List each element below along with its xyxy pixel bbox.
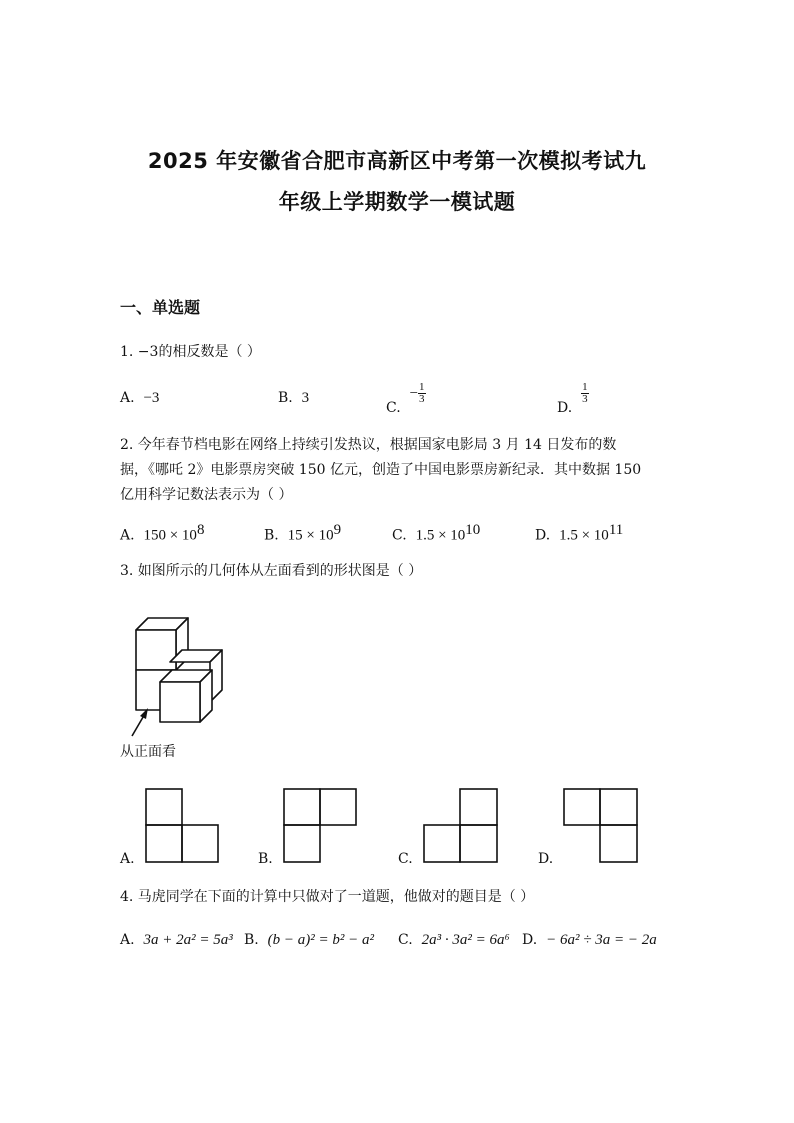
option-label: D. [535,527,551,544]
q4-option-b [244,932,374,949]
fraction-numerator: 1 [419,381,425,393]
question-2-line-1: 2. 今年春节档电影在网络上持续引发热议，根据国家电影局 3 月 14 日发布的数 [120,437,617,453]
option-base: 1.5 × 10 [415,527,466,544]
q3-option-b-figure [283,788,359,864]
document-title-line-1: 2025 年安徽省合肥市高新区中考第一次模拟考试九 [147,149,647,173]
fraction-denominator: 3 [582,393,588,405]
option-exponent: 8 [196,522,205,538]
cube-figure [118,600,238,740]
option-label: C. [392,527,407,544]
option-exponent: 10 [465,522,481,538]
fraction-denominator: 3 [419,393,425,405]
option-expression: − 6a² ÷ 3a = − 2a [546,932,657,948]
question-4-stem: 4. 马虎同学在下面的计算中只做对了一道题，他做对的题目是（ ） [120,889,535,905]
q1-option-a [120,390,159,407]
q2-option-a [120,522,204,545]
option-label: D. [522,932,538,948]
q1-option-b [278,390,309,407]
option-expression: (b − a)² = b² − a² [267,932,375,948]
q2-option-c [392,522,480,545]
document-title-line-2: 年级上学期数学一模试题 [278,190,516,214]
front-view-label: 从正面看 [120,744,176,760]
q3-option-b-label: B. [258,851,273,867]
option-label: C. [398,932,413,948]
option-label: C. [386,399,401,416]
option-exponent: 11 [608,522,624,538]
fraction [418,382,426,405]
question-2-stem [120,433,680,508]
option-label: B. [244,932,259,948]
option-value: −3 [143,390,160,406]
q3-option-d-label: D. [538,851,554,867]
fraction-numerator: 1 [582,381,588,393]
q1-option-d [557,381,589,416]
q3-option-a-figure [145,788,221,864]
option-label: A. [120,932,135,948]
option-value: 3 [301,390,310,406]
option-label: B. [278,390,293,406]
q3-option-d-figure [563,788,639,864]
q2-option-d [535,522,623,545]
q4-option-d [522,932,657,949]
cube-front-face [160,682,200,722]
q4-option-c [398,932,510,949]
question-1-stem: 1. −3的相反数是（ ） [120,344,261,360]
option-sign: − [409,385,419,402]
q1-option-c [386,381,426,416]
option-label: A. [120,527,135,544]
q4-option-a [120,932,233,949]
option-exponent: 9 [333,522,342,538]
question-2-line-2: 据，《哪吒 2》电影票房突破 150 亿元，创造了中国电影票房新纪录．其中数据 150 [120,462,642,478]
fraction [581,382,589,405]
cube-front-face [136,630,176,670]
option-label: D. [557,399,573,416]
question-2-line-3: 亿用科学记数法表示为（ ） [120,487,293,503]
option-base: 150 × 10 [143,527,197,544]
option-base: 1.5 × 10 [559,527,609,544]
q2-option-b [264,522,341,545]
question-3-stem: 3. 如图所示的几何体从左面看到的形状图是（ ） [120,563,423,579]
option-expression: 3a + 2a² = 5a³ [143,932,233,948]
option-label: B. [264,527,279,544]
q3-option-c-label: C. [398,851,413,867]
section-heading: 一、单选题 [120,298,201,317]
option-expression: 2a³ · 3a² = 6a⁶ [421,932,510,948]
option-base: 15 × 10 [287,527,334,544]
q3-option-a-label: A. [120,851,135,867]
q3-option-c-figure [423,788,499,864]
option-label: A. [120,390,135,406]
